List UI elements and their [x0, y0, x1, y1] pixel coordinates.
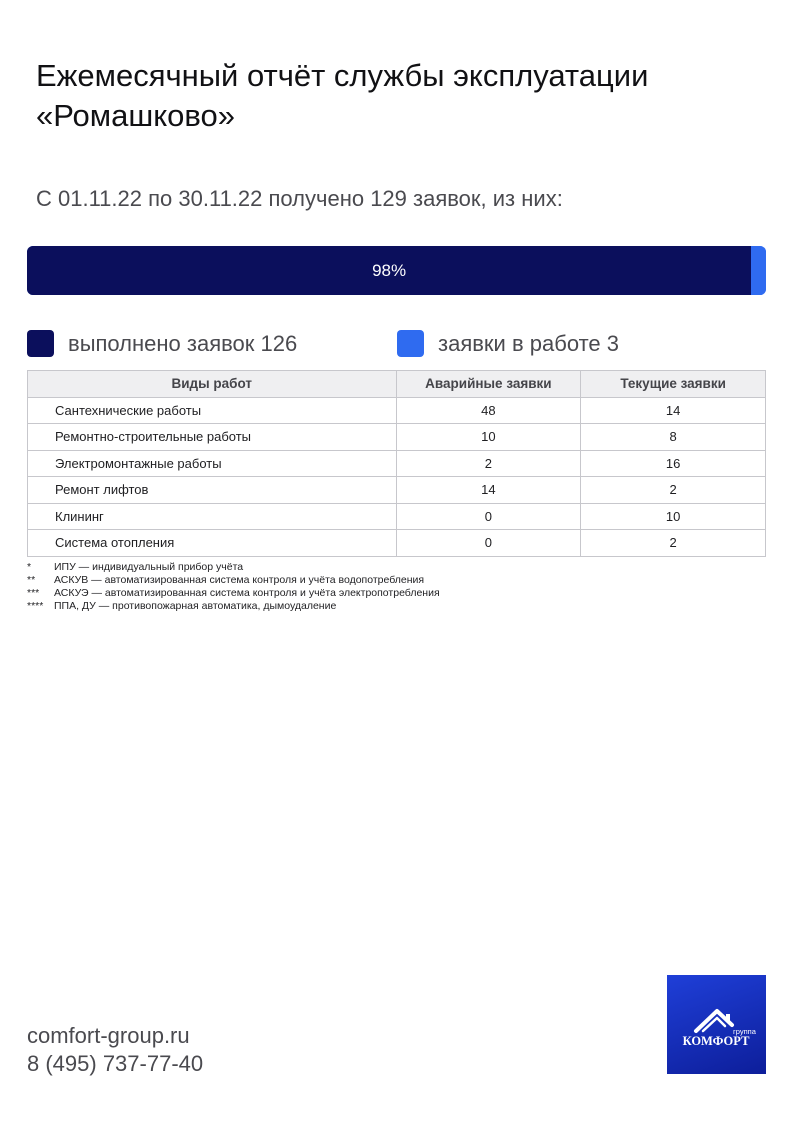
phone-number: 8 (495) 737-77-40	[27, 1051, 204, 1076]
footnote-mark: **	[27, 574, 36, 586]
footnote-mark: *	[27, 561, 32, 573]
cell-work-type: Клининг	[28, 503, 397, 530]
cell-current: 14	[581, 397, 766, 424]
table-header-row	[28, 371, 766, 398]
house-roof-icon	[667, 975, 766, 1074]
cell-current: 8	[581, 424, 766, 451]
footnotes	[27, 561, 440, 613]
progress-label: 98%	[372, 260, 407, 280]
work-types-table	[27, 370, 766, 557]
summary-text: С 01.11.22 по 30.11.22 получено 129 заявок, из них:	[36, 186, 563, 211]
progress-done-fill	[27, 246, 751, 295]
cell-work-type: Электромонтажные работы	[28, 450, 397, 477]
title-line-1: Ежемесячный отчёт службы эксплуатации	[36, 58, 649, 93]
cell-current: 2	[581, 477, 766, 504]
footnote-item	[27, 561, 440, 574]
cell-work-type: Ремонтно-строительные работы	[28, 424, 397, 451]
progress-bar	[27, 246, 766, 295]
website-link[interactable]: comfort-group.ru	[27, 1023, 190, 1048]
cell-current: 10	[581, 503, 766, 530]
logo-small-text: группа	[733, 1027, 756, 1036]
table-row	[28, 503, 766, 530]
legend-swatch-done	[27, 330, 54, 357]
cell-emergency: 0	[396, 530, 581, 557]
cell-work-type: Сантехнические работы	[28, 397, 397, 424]
legend-item-done	[27, 330, 297, 357]
cell-emergency: 14	[396, 477, 581, 504]
cell-work-type: Ремонт лифтов	[28, 477, 397, 504]
page-title	[36, 56, 756, 136]
table-row	[28, 450, 766, 477]
cell-current: 2	[581, 530, 766, 557]
table-row	[28, 424, 766, 451]
table-row	[28, 530, 766, 557]
footnote-item	[27, 600, 440, 613]
footnote-text: АСКУЭ — автоматизированная система контроля и учёта электропотребления	[54, 587, 440, 599]
footnote-mark: ***	[27, 587, 40, 599]
company-logo	[667, 975, 766, 1074]
cell-emergency: 0	[396, 503, 581, 530]
cell-work-type: Система отопления	[28, 530, 397, 557]
progress-in-work-fill	[751, 246, 766, 295]
legend-label-in-work: заявки в работе 3	[438, 330, 619, 356]
title-line-2: «Ромашково»	[36, 98, 235, 133]
legend-swatch-in-work	[397, 330, 424, 357]
footnote-mark: ****	[27, 600, 44, 612]
footnote-item	[27, 587, 440, 600]
cell-emergency: 48	[396, 397, 581, 424]
header-emergency: Аварийные заявки	[396, 371, 581, 398]
legend-label-done: выполнено заявок 126	[68, 330, 298, 356]
logo-brand-text: КОМФОРТ	[682, 1034, 750, 1048]
footnote-text: АСКУВ — автоматизированная система контроля и учёта водопотребления	[54, 574, 425, 586]
footnote-text: ППА, ДУ — противопожарная автоматика, дымоудаление	[54, 600, 337, 612]
footnote-text: ИПУ — индивидуальный прибор учёта	[54, 561, 244, 573]
header-current: Текущие заявки	[581, 371, 766, 398]
cell-current: 16	[581, 450, 766, 477]
contacts	[27, 1022, 203, 1078]
cell-emergency: 10	[396, 424, 581, 451]
table-row	[28, 397, 766, 424]
header-work-type: Виды работ	[28, 371, 397, 398]
table-row	[28, 477, 766, 504]
legend-item-in-work	[397, 330, 619, 357]
cell-emergency: 2	[396, 450, 581, 477]
footnote-item	[27, 574, 440, 587]
